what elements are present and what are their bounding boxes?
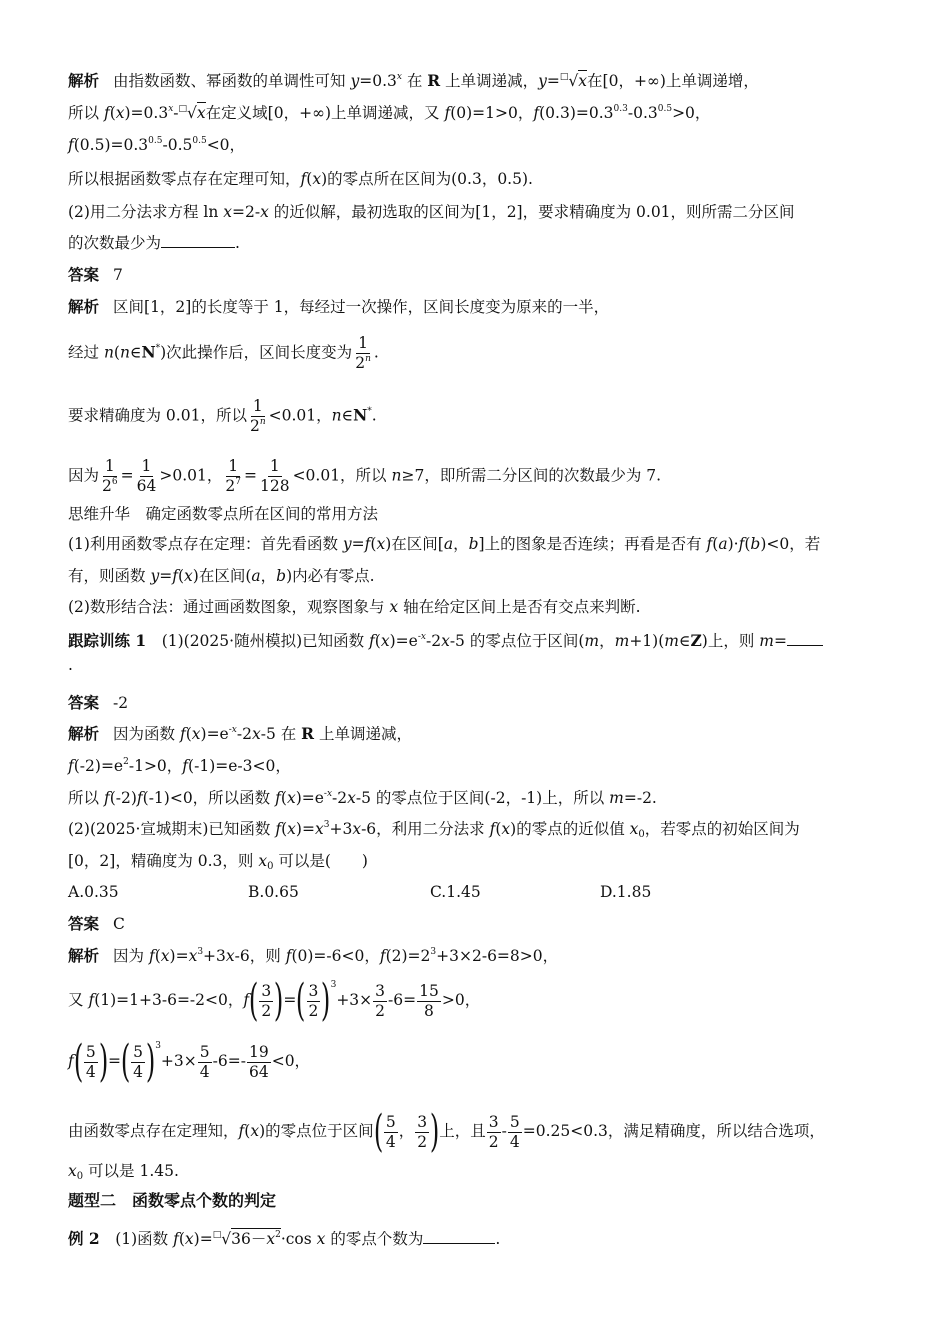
analysis-2-line-4: 因为 $\frac{1}{2^6}$ = $\frac{1}{64}$ >0.01， $\frac{1}{2^7}$ = $\frac{1}{128}$ <0.01，所以 n≥7，即所需二分区间的次数最少为 7.	[68, 457, 662, 495]
answer-value: C	[113, 915, 125, 933]
analysis-label: 解析	[68, 71, 100, 90]
tracking-line-2: .	[68, 656, 73, 674]
analysis-line-4: 所以根据函数零点存在定理可知，f(x)的零点所在区间为(0.3，0.5).	[68, 170, 533, 188]
option-c[interactable]: C.1.45	[430, 883, 481, 901]
analysis-4-line-5: $x_0$ 可以是 1.45.	[68, 1162, 179, 1182]
analysis-2-line-2: 经过 n(n∈N*)次此操作后，区间长度变为 $\frac{1}{2^n}$ .	[68, 334, 379, 372]
thinking-title-line	[68, 503, 378, 525]
thinking-title: 确定函数零点所在区间的常用方法	[145, 505, 379, 523]
answer-line: 答案 7	[68, 265, 123, 284]
analysis-2-line-1: 解析 区间[1，2]的长度等于 1，每经过一次操作，区间长度变为原来的一半，	[68, 297, 610, 316]
option-b[interactable]: B.0.65	[248, 883, 299, 901]
tracking-line-1: 跟踪训练 1 (1)(2025·随州模拟)已知函数 $f(x)=e^{-x}-2x-5$ 的零点位于区间(m，m+1)(m∈Z)上，则 m=	[68, 630, 823, 652]
analysis-4-line-4: 由函数零点存在定理知，f(x)的零点位于区间( $\frac{5}{4}$ ， $\frac{3}{2}$ )上，且 $\frac{3}{2}$ - $\frac{5}{4}$ =0.25<0.3，满足精确度，所以结合选项，	[68, 1106, 825, 1157]
analysis-4-line-1: 解析 因为 $f(x)=x^3+3x-6$，则 f(0)=-6<0，$f(2)=2^3+3\times 2-6=8>0$，	[68, 946, 559, 965]
analysis-3-line-3: 所以 f(-2)f(-1)<0，所以函数 $f(x)=e^{-x}-2x-5$ 的零点位于区间(-2，-1)上，所以 m=-2.	[68, 789, 657, 807]
analysis-3-line-1: 解析 因为函数 $f(x)=e^{-x}-2x-5$ 在 R 上单调递减，	[68, 724, 412, 743]
options-row	[68, 881, 880, 903]
analysis-2-line-3: 要求精确度为 0.01，所以 $\frac{1}{2^n}$ <0.01，n∈N*.	[68, 397, 377, 435]
answer-line: 答案 -2	[68, 693, 129, 712]
thinking-label: 思维升华	[68, 505, 131, 523]
analysis-line-2: 所以 $f(x)=0.3^x-^□√x$在定义域[0，+∞)上单调递减，又 f(0)=1>0，$f(0.3)=0.3^{0.3}-0.3^{0.5}>0$，	[68, 104, 711, 122]
analysis-4-line-2: 又 f(1)=1+3-6=-2<0，f( $\frac{3}{2}$ )=( $\frac{3}{2}$ )$^3$+3× $\frac{3}{2}$ -6= $\frac{15}{8}$ >0，	[68, 975, 481, 1026]
question-2-line-1: (2)用二分法求方程 ln x=2-x 的近似解，最初选取的区间为[1，2]，要求精确度为 0.01，则所需二分区间	[68, 203, 795, 221]
answer-value: -2	[113, 694, 129, 712]
section-heading: 题型二 函数零点个数的判定	[68, 1191, 277, 1210]
example-2-line: 例 2 (1)函数 $f(x)=^□√36-x^2\cdot\cos$ x 的零点个数为 .	[68, 1229, 501, 1248]
tracking-2-line-2: [0，2]，精确度为 0.3，则 $x_0$ 可以是( )	[68, 852, 368, 872]
answer-value: 7	[113, 266, 123, 284]
example-label: 例 2	[68, 1229, 100, 1248]
option-d[interactable]: D.1.85	[600, 883, 652, 901]
analysis-4-line-3: f( $\frac{5}{4}$ )=( $\frac{5}{4}$ )$^3$+3× $\frac{5}{4}$ -6=- $\frac{19}{64}$ <0，	[68, 1036, 311, 1087]
option-a[interactable]: A.0.35	[68, 883, 119, 901]
answer-line: 答案 C	[68, 914, 125, 933]
thinking-line-2: 有，则函数 y=f(x)在区间(a，b)内必有零点.	[68, 567, 375, 585]
answer-blank	[161, 233, 235, 248]
answer-blank	[787, 631, 823, 646]
analysis-3-line-2: $f(-2)=e^2-1>0$，f(-1)=e-3<0，	[68, 757, 291, 775]
answer-blank	[423, 1229, 495, 1244]
tracking-label: 跟踪训练 1	[68, 631, 147, 650]
analysis-line-1: 解析 由指数函数、幂函数的单调性可知 $y=0.3^x$ 在 R 上单调递减，y=□√x在[0，+∞)上单调递增，	[68, 71, 759, 90]
tracking-2-line-1: (2)(2025·宣城期末)已知函数 $f(x)=x^3+3x-6$，利用二分法求 f(x)的零点的近似值 $x_0$，若零点的初始区间为	[68, 820, 800, 840]
question-2-line-2: 的次数最少为 .	[68, 234, 240, 252]
analysis-line-3: $f(0.5)=0.3^{0.5}-0.5^{0.5}<0$，	[68, 136, 246, 154]
thinking-line-1: (1)利用函数零点存在定理：首先看函数 y=f(x)在区间[a，b]上的图象是否连续；再看是否有 f(a)·f(b)<0，若	[68, 535, 821, 553]
thinking-line-3: (2)数形结合法：通过画函数图象，观察图象与 x 轴在给定区间上是否有交点来判断.	[68, 598, 641, 616]
